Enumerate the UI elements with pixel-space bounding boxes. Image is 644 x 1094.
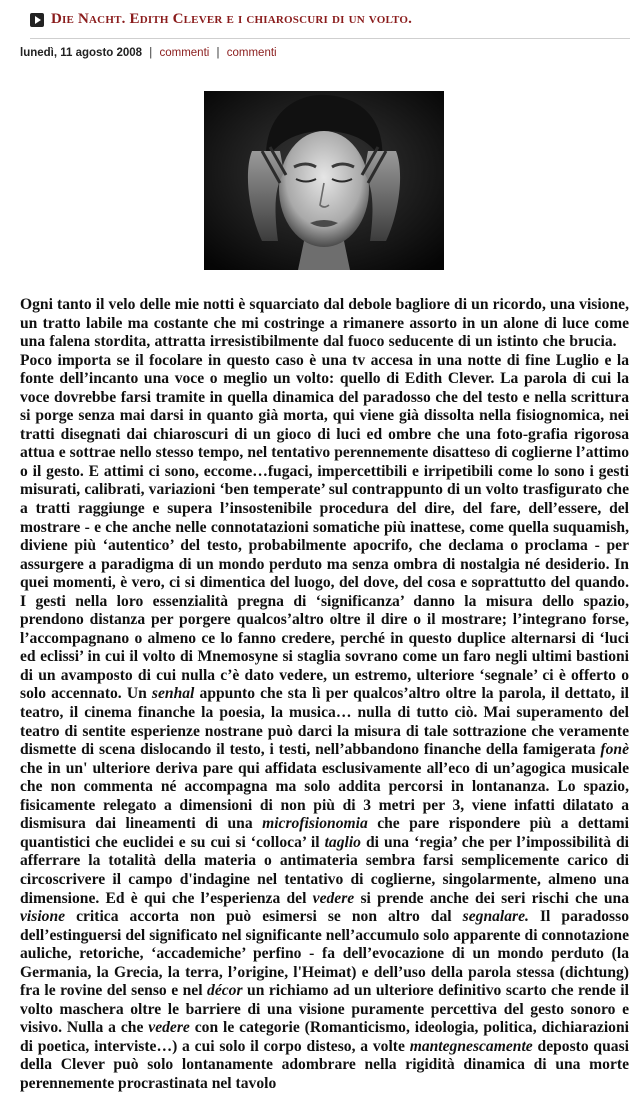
emphasis-fone: fonè [600, 741, 629, 759]
post-arrow-icon [30, 13, 44, 27]
emphasis-taglio: taglio [324, 833, 361, 851]
post-title[interactable]: Die Nacht. Edith Clever e i chiaroscuri di un volto. [51, 11, 413, 27]
comments-link[interactable]: commenti [226, 47, 277, 59]
article-paragraph: deposto quasi della Clever può solo lontanamente adombrare nella rigidità dinamica di una morte perennemente procrastinata nel tavolo [20, 1037, 629, 1092]
article-paragraph: si prende anche dei seri rischi che una [360, 889, 629, 907]
article-paragraph: un richiamo ad un ulteriore definitivo scarto che rende il volto maschera oltre le barriere di una visione puramente percettiva del gesto sonoro e visivo. Nulla a che [20, 982, 629, 1037]
article-body [20, 296, 629, 1094]
emphasis-vedere: vedere [148, 1019, 190, 1037]
article-paragraph: Ogni tanto il velo delle mie notti è squarciato dal debole bagliore di un ricordo, una visione, un tratto labile ma costante che mi costringe a rimanere assorto in un alone di luce come una falena stordita, attratta irresistibilmente dal fuoco seducente di un istinto che brucia. [20, 296, 629, 351]
article-paragraph: Il paradosso dell’estinguersi del significato nel significante nell’accumulo solo apparente di connotazione auliche, retoriche, ‘accademiche’ perfino - fa dell’evocazione di un mondo perduto (la Germania, la Grecia, la terra, l’origine, l'Heimat) e dell’uso della parola stessa (dichtung) fra le rovine del senso e nel [20, 908, 629, 1000]
article-paragraph: Poco importa se il focolare in questo caso è una tv accesa in una notte di fine Luglio e la fonte dell’incanto una voce o meglio un volto: quello di Edith Clever. La parola di cui la voce dovrebbe farsi tramite in quella dinamica del paradosso che del testo e nella scrittura si porge senza mai darsi in quanto già morta, qui viene già dissolta nella fisiognomica, nei tratti disegnati dai chiaroscuri di un gioco di luci ed ombre che una foto-grafia rigorosa attua e sottrae nello stesso tempo, nel tentativo perennemente disatteso di coglierne l’attimo o il gesto. E attimi ci sono, eccome…fugaci, impercettibili e irripetibili come lo sono i gesti misurati, calibrati, variazioni ‘ben temperate’ sul contrappunto di un volto trasfigurato che a tratti raggiunge e supera l’insostenibile procedura del dire, del fare, dell’essere, del mostrare - e che anche nelle connotatazioni somatiche più inattese, come quella suquamish, diviene più ‘autentico’ del testo, probabilmente apocrifo, che declama o proclama - per assurgere a paradigma di un mondo perduto ma senza ombra di nostalgia né desiderio. [20, 351, 629, 573]
emphasis-mantegnescamente: mantegnescamente [409, 1037, 533, 1055]
emphasis-microfisionomia: microfisionomia [262, 815, 368, 833]
emphasis-visione: visione [20, 908, 66, 926]
article-paragraph: In quei momenti, è vero, ci si dimentica del luogo, del dove, del cosa e soprattutto del quando. I gesti nella loro essenzialità pregna di ‘significanza’ danno la misura dello spazio, prendono distanza per porgere qualcos’altro oltre il dire o il mostrare; l’integrano forse, l’accompagnano o almeno ce lo fanno credere, perché in questo duplice alternarsi di ‘luci ed eclissi’ in cui il volto di Mnemosyne si staglia sovrano come un faro negli ultimi bastioni di un avamposto di cui nulla c’è dato vedere, un estremo, ulteriore ‘segnale’ ci è offerto o solo accennato. Un [20, 555, 629, 703]
article-paragraph: critica accorta non può esimersi se non altro dal [76, 908, 452, 926]
meta-separator: | [216, 47, 220, 59]
emphasis-vedere: vedere [312, 889, 355, 907]
emphasis-segnalare: segnalare. [462, 908, 529, 926]
article-paragraph: di una ‘regia’ che per l’impossibilità di afferrare la totalità della materia o antimateria sembra farsi semplicemente carico di circoscrivere il campo d'indagine nel tentativo di coglierne, singolarmente, almeno una dimensione. Ed è qui che l’esperienza del [20, 833, 629, 907]
article-paragraph: appunto che sta lì per qualcos’altro oltre la parola, il dettato, il teatro, il cinema finanche la poesia, la musica… nulla di tutto ciò. Mai superamento del teatro di sentite esperienze nostrane può darci la misura di tale sottrazione che veramente dismette di scena dislocando il testo, i testi, nell’abbandono finanche della famigerata [20, 685, 630, 759]
emphasis-decor: décor [207, 982, 243, 1000]
portrait-photo [204, 91, 444, 270]
post-date: lunedì, 11 agosto 2008 [20, 47, 143, 59]
article-paragraph: che in un' ulteriore deriva pare qui affidata esclusivamente all’eco di un’agogica musicale che non commenta né accompagna ma solo addita percorsi in lontananza. Lo spazio, fisicamente relegato a dimensioni di non più di 3 metri per 3, viene infatti dilatato a dismisura dai lineamenti di una [20, 759, 629, 833]
article-paragraph: che pare rispondere più a dettami quantistici che euclidei e su cui si ‘colloca’ il [20, 815, 630, 851]
emphasis-senhal: senhal [151, 685, 195, 703]
post-header [30, 12, 630, 39]
meta-separator: | [149, 47, 153, 59]
comments-link[interactable]: commenti [159, 47, 210, 59]
post-meta [20, 47, 277, 59]
article-paragraph: con le categorie (Romanticismo, ideologia, politica, dichiarazioni di poetica, interviste…) a cui solo il corpo disteso, a volte [20, 1019, 629, 1055]
